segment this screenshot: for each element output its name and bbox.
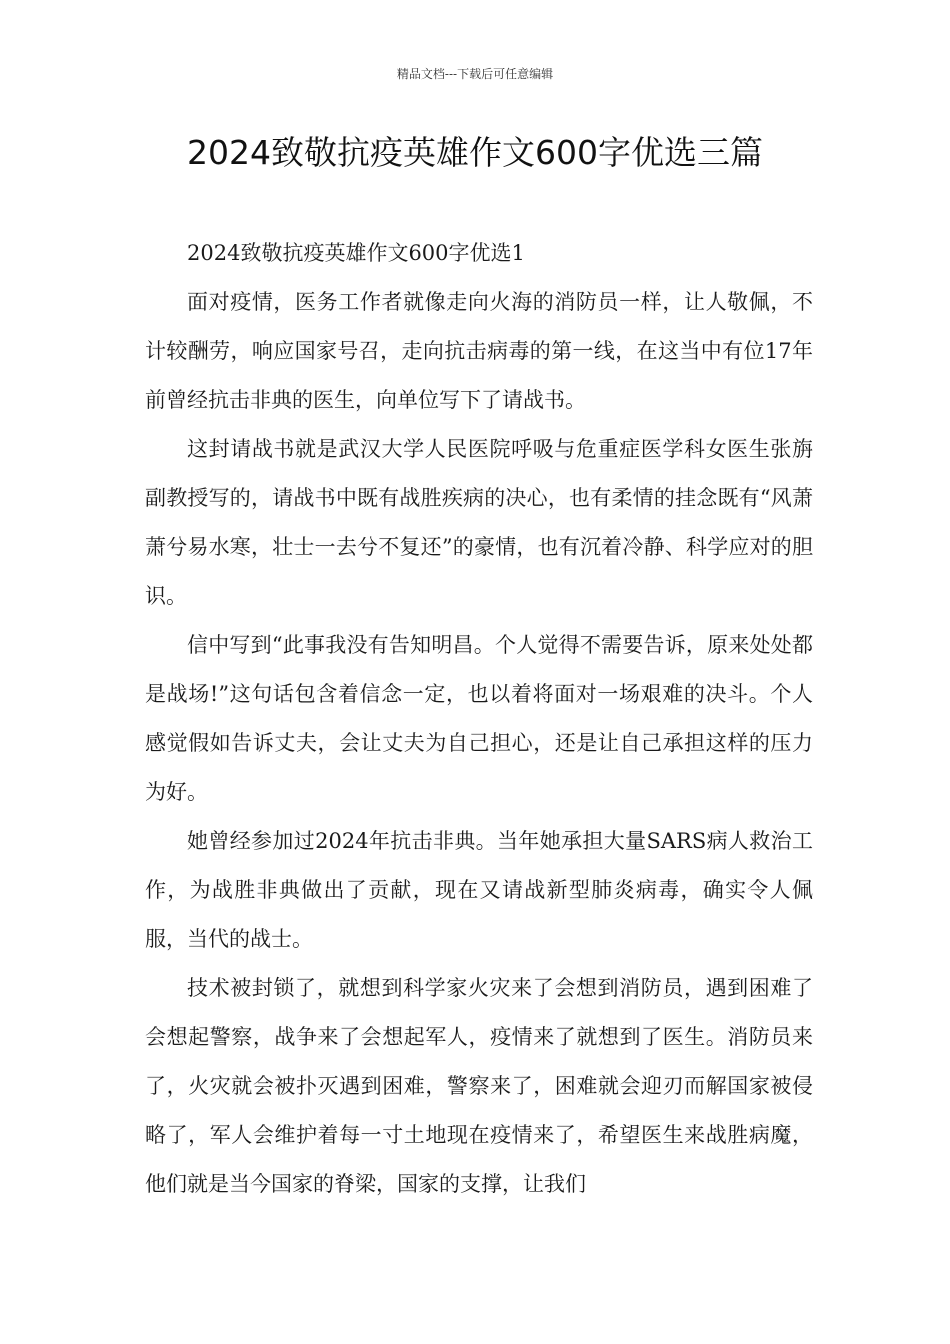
article-subtitle: 2024致敬抗疫英雄作文600字优选1 [187, 241, 525, 265]
paragraph: 这封请战书就是武汉大学人民医院呼吸与危重症医学科女医生张旃副教授写的，请战书中既有战胜疾病的决心，也有柔情的挂念既有“风萧萧兮易水寒，壮士一去兮不复还”的豪情，也有沉着冷静、科学应对的胆识。 [145, 437, 813, 608]
article-body [145, 229, 813, 1209]
document-title: 2024致敬抗疫英雄作文600字优选三篇 [187, 133, 763, 172]
paragraph: 信中写到“此事我没有告知明昌。个人觉得不需要告诉，原来处处都是战场!”这句话包含着信念一定，也以着将面对一场艰难的决斗。个人感觉假如告诉丈夫，会让丈夫为自己担心，还是让自己承担这样的压力为好。 [145, 633, 813, 804]
paragraph: 她曾经参加过2024年抗击非典。当年她承担大量SARS病人救治工作，为战胜非典做出了贡献，现在又请战新型肺炎病毒，确实令人佩服，当代的战士。 [145, 829, 813, 951]
page-header-note: 精品文档---下载后可任意编辑 [396, 67, 554, 81]
paragraph: 技术被封锁了，就想到科学家火灾来了会想到消防员，遇到困难了会想起警察，战争来了会想起军人，疫情来了就想到了医生。消防员来了，火灾就会被扑灭遇到困难，警察来了，困难就会迎刃而解国家被侵略了，军人会维护着每一寸土地现在疫情来了，希望医生来战胜病魔，他们就是当今国家的脊梁，国家的支撑，让我们 [145, 976, 813, 1196]
paragraph: 面对疫情，医务工作者就像走向火海的消防员一样，让人敬佩，不计较酬劳，响应国家号召，走向抗击病毒的第一线，在这当中有位17年前曾经抗击非典的医生，向单位写下了请战书。 [145, 290, 813, 412]
